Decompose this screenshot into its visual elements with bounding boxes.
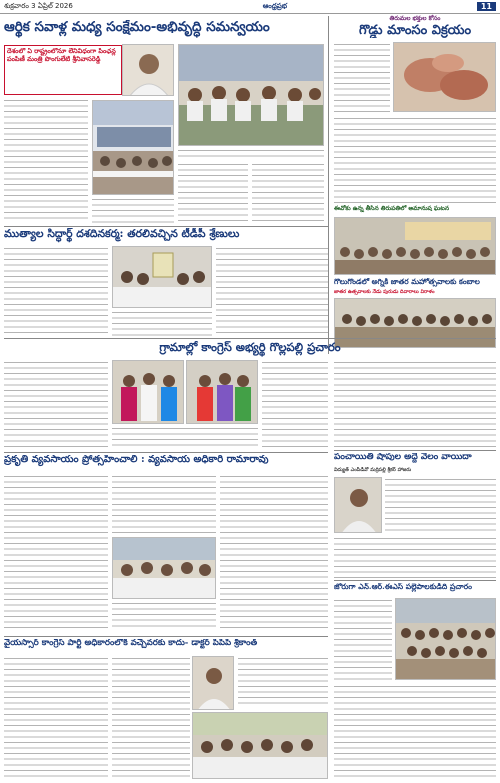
article-9-headline: వైయస్సార్ కాంగ్రెస్ పార్టీ అధికారంలోకి వచ్చేవరకు కాదు- డాక్టర్ పిపిపి శ్రీకాంత్ [4,639,258,648]
article-1-photo-meeting [92,100,174,195]
article-5-body-col-1 [4,360,108,450]
rally-image [396,599,496,680]
divider-a8-top [334,580,496,581]
article-1-headline: ఆర్థిక సవాళ్ల మధ్య సంక్షేమం-అభివృద్ధి సమన్వయం [4,20,270,35]
article-7-body-col-1 [385,477,496,533]
article-7-body-col-2 [334,536,496,578]
article-1-photo-officials [178,44,324,146]
officials-image [179,45,324,146]
portrait-image [123,45,174,96]
divider-a7-top [334,450,496,451]
article-1-body-col-1 [4,98,88,223]
article-7-headline: పంచాయితీ షాపుల అద్దె వేలం వాయిదా [334,453,472,462]
campaign-image-2 [187,361,258,424]
article-2-kicker: తిరుమల భక్తుల కోసం [389,15,441,22]
article-6-headline: ప్రకృతి వ్యవసాయం ప్రోత్సహించాలి : వ్యవసాయ అధికారి రామారావు [4,455,269,465]
article-8-body-col-1 [334,598,392,680]
article-2-photo-crowd [334,217,496,275]
ceremony-image [113,247,212,308]
masthead [0,0,500,14]
article-6-body-col-2 [112,474,216,534]
official-portrait-image [335,478,382,533]
article-1-body-col-3 [178,162,248,224]
article-3-body-col-2 [216,246,328,336]
article-1-deck-box [4,45,122,95]
article-3-headline: ముత్యాల సిద్ధార్థ్ దశదినకర్మ: తరలివచ్చిన టీడీపీ శ్రేణులు [4,228,240,240]
article-5-headline: గ్రామాల్లో కాంగ్రెస్ అభ్యర్థి గొల్లపల్లి ప్రచారం [159,341,341,354]
column-divider [328,16,329,354]
article-5-photo-caption [112,426,258,446]
article-9-body-col-2 [112,656,190,779]
article-1-photo-caption [178,148,324,160]
right-column-story [334,360,496,448]
article-2-photo-meat [393,42,496,112]
article-1-photo-portrait [122,44,174,96]
article-3-photo [112,246,212,308]
masthead-date: శుక్రవారం 3 ఏప్రిల్ 2026 [4,1,73,10]
article-2-subhead: ఈవోకు ఉన్న తీసిన తిరుపతిలో అమానుష ఘటన [334,205,450,212]
article-5-body-col-2 [262,360,328,450]
doctor-portrait-image [193,657,234,710]
article-5-photo-1 [112,360,184,424]
divider-a6-top [4,452,328,453]
article-6-body-col-3 [220,474,328,632]
article-6-photo-caption [112,601,216,631]
article-2-headline: గొడ్డు మాంసం విక్రయం [358,24,472,38]
article-9-photo-group [192,712,328,779]
farming-meeting-image [113,538,216,599]
article-1-deck: దేశంలో ఏ రాష్ట్రంలోనూ లేనివిధంగా పింఛన్ల పంపిణీ మంత్రి పొంగులేటి శ్రీనివాసరెడ్డి [7,48,116,63]
meeting-image [93,101,174,195]
divider-a5-top [4,338,496,339]
article-7-subhead: విద్యుత్ ఎంపీడీవో మర్రిపల్లి శ్రీకర్ హాజరు [334,467,412,473]
crowd-image [335,218,496,275]
article-1-body-col-2 [92,197,174,223]
divider-a3-top [4,226,328,227]
article-8-headline: జోరుగా ఎన్.ఆర్.ఈఎస్ పల్లెపాలకుడిది ప్రచారం [334,583,473,591]
meat-image [394,43,496,112]
article-2-intro [334,42,390,112]
article-2-body [334,116,496,204]
campaign-image-1 [113,361,184,424]
article-9-photo-portrait [192,656,234,710]
masthead-paper-name: ఆంధ్రప్రభ [262,1,287,10]
party-meeting-image [193,713,328,779]
article-4-subhead: జాతర ఉత్సవాలకు నేడు పురుడు దివారాలు విరాళం [334,289,435,295]
article-7-photo [334,477,382,533]
article-3-body-col-1 [4,246,108,336]
article-4-headline: గొలుగొండలో అగ్నికి జాతర మహోత్సవాలకు కంబాల [334,278,480,286]
article-6-photo [112,537,216,599]
article-5-photo-2 [186,360,258,424]
article-8-body-col-2 [334,684,496,779]
article-9-body-col-3 [238,656,328,706]
article-3-photo-caption [112,310,212,336]
article-1-body-col-4 [252,162,324,224]
article-8-photo [395,598,496,680]
article-6-body-col-1 [4,474,108,632]
divider-a9-top [4,636,328,637]
article-9-body-col-1 [4,656,108,779]
page-number: 11 [477,2,496,11]
